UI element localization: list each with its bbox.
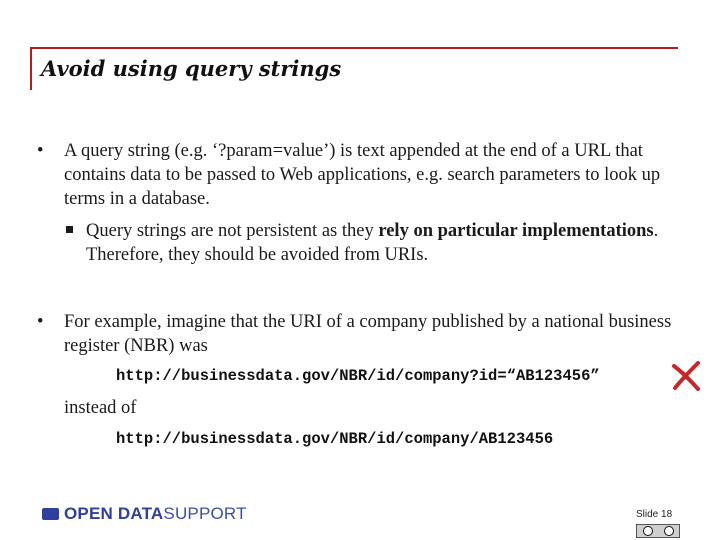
good-uri-example: http://businessdata.gov/NBR/id/company/AB123456 xyxy=(116,430,554,448)
sub-bullet-text-start: Query strings are not persistent as they xyxy=(86,221,379,241)
title-frame-top-line xyxy=(30,47,678,49)
bullet-marker: • xyxy=(37,312,44,332)
by-circle-icon xyxy=(664,526,674,536)
logo-text xyxy=(64,504,247,524)
bullet-text: A query string (e.g. ‘?param=value’) is text appended at the end of a URL that contains data to be passed to Web applications, e.g. search parameters to look up terms in a database. xyxy=(64,141,661,209)
bullet-marker: • xyxy=(37,141,44,161)
open-data-support-logo xyxy=(42,504,247,524)
sub-bullet-persistence xyxy=(86,219,696,267)
title-frame-left-line xyxy=(30,47,32,90)
red-cross-icon xyxy=(670,360,702,392)
sub-bullet-text-end: . Therefore, they should be avoided from URIs. xyxy=(86,221,659,265)
instead-of-text: instead of xyxy=(64,398,137,418)
square-bullet-icon xyxy=(66,226,73,233)
bullet-example xyxy=(37,310,684,358)
eu-flag-icon xyxy=(42,508,59,520)
slide-title: Avoid using query strings xyxy=(41,56,342,81)
bullet-query-string xyxy=(37,139,684,211)
creative-commons-icon xyxy=(636,524,680,538)
bad-uri-example: http://businessdata.gov/NBR/id/company?id=“AB123456” xyxy=(116,367,600,385)
slide-number: Slide 18 xyxy=(636,509,673,520)
cc-circle-icon xyxy=(643,526,653,536)
logo-text-support: SUPPORT xyxy=(163,504,247,523)
sub-bullet-emphasis: rely on particular implementations xyxy=(378,221,654,241)
bullet-text: For example, imagine that the URI of a company published by a national business register (NBR) was xyxy=(64,312,672,356)
logo-text-open-data: OPEN DATA xyxy=(64,504,164,523)
